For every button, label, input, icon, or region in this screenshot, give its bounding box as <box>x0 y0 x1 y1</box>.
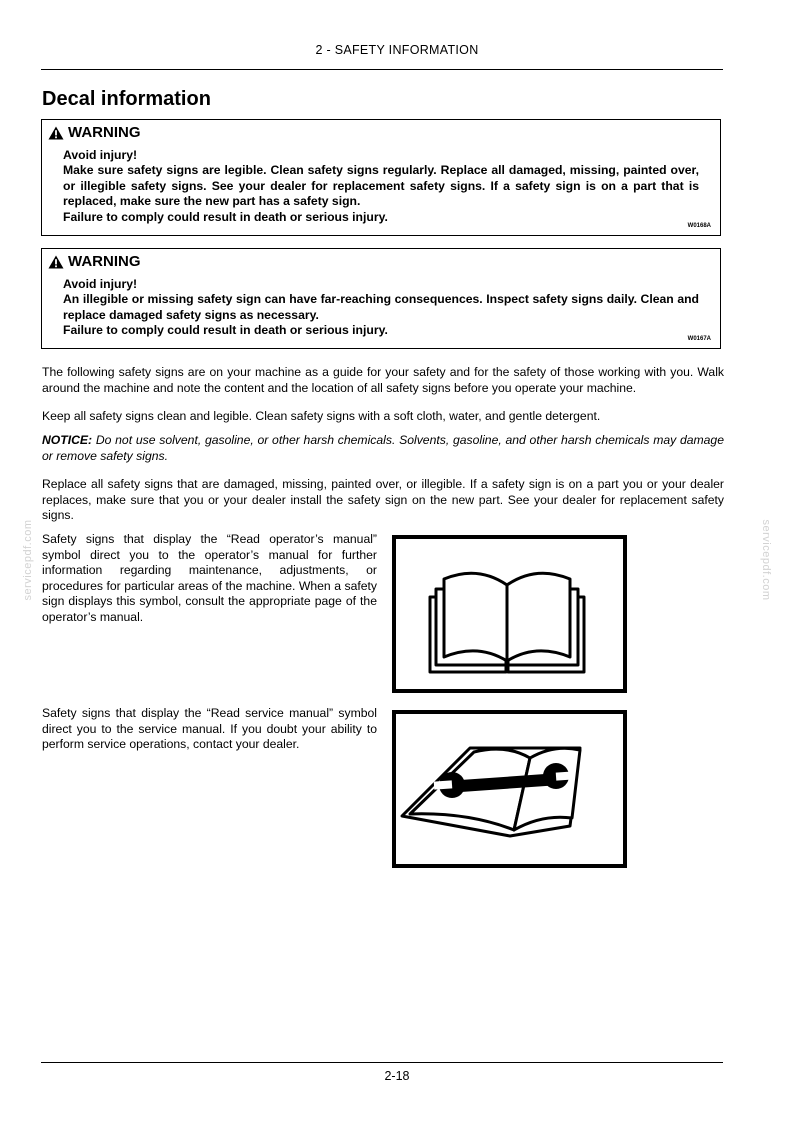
warning-text <box>63 148 699 225</box>
warning-line: Failure to comply could result in death or serious injury. <box>63 209 388 224</box>
warning-triangle-icon <box>48 126 64 140</box>
footer-rule <box>41 1062 723 1063</box>
notice-text: Do not use solvent, gasoline, or other harsh chemicals. Solvents, gasoline, and other harsh chemicals may damage or remove safety signs. <box>42 433 724 463</box>
warning-line: Make sure safety signs are legible. Clean safety signs regularly. Replace all damaged, missing, painted over, or illegible safety signs. See your dealer for replacement safety signs. If a safety sign is on a part that is replaced, make sure the new part has a safety sign. <box>63 163 699 209</box>
warning-triangle-icon <box>48 255 64 269</box>
warning-line: Avoid injury! <box>63 277 138 291</box>
warning-code: W0167A <box>687 336 711 342</box>
replace-paragraph: Replace all safety signs that are damaged, missing, painted over, or illegible. If a safety sign is on a part you or your dealer replaces, make sure that you or your dealer install the safety sign on the new part. See your dealer for replacement safety signs. <box>42 477 724 523</box>
warning-line: Avoid injury! <box>63 148 138 162</box>
service-manual-figure <box>392 710 627 868</box>
warning-code: W0168A <box>687 223 711 229</box>
notice-paragraph <box>42 433 724 464</box>
operator-manual-paragraph: Safety signs that display the “Read operator’s manual” symbol direct you to the operator’s manual for further information regarding maintenance, adjustments, or procedures for particular areas of the machine. When a safety sign displays this symbol, consult the appropriate page of the operator’s manual. <box>42 532 377 624</box>
warning-box-w0167a <box>41 248 721 349</box>
page-number: 2-18 <box>384 1069 410 1083</box>
warning-label: WARNING <box>68 124 141 141</box>
open-book-icon <box>396 539 623 689</box>
warning-box-w0168a <box>41 119 721 236</box>
warning-line: An illegible or missing safety sign can have far-reaching consequences. Inspect safety signs daily. Clean and replace damaged safety signs as necessary. <box>63 292 699 322</box>
page-title: Decal information <box>42 88 211 110</box>
warning-heading <box>48 124 141 141</box>
warning-label: WARNING <box>68 253 141 270</box>
watermark-left: servicepdf.com <box>22 519 34 601</box>
warning-line: Failure to comply could result in death or serious injury. <box>63 323 388 338</box>
section-header: 2 - SAFETY INFORMATION <box>315 43 479 57</box>
intro-paragraph: The following safety signs are on your machine as a guide for your safety and for the safety of those working with you. Walk around the machine and note the content and the location of all safety signs before you operate your machine. <box>42 365 724 395</box>
notice-label: NOTICE: <box>42 433 93 447</box>
warning-text <box>63 277 699 339</box>
warning-heading <box>48 253 141 270</box>
operator-manual-figure <box>392 535 627 693</box>
service-manual-paragraph: Safety signs that display the “Read service manual” symbol direct you to the service manual. If you doubt your ability to perform service operations, contact your dealer. <box>42 706 377 752</box>
cleaning-paragraph: Keep all safety signs clean and legible. Clean safety signs with a soft cloth, water, and gentle detergent. <box>42 409 601 423</box>
book-with-wrench-icon <box>396 714 623 864</box>
header-rule <box>41 69 723 70</box>
watermark-right: servicepdf.com <box>760 519 772 601</box>
